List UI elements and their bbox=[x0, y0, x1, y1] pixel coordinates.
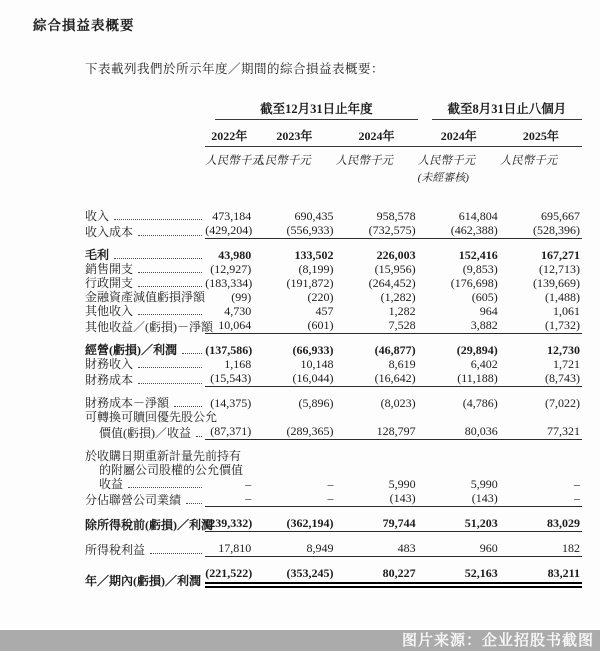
row-label: 財務收入 bbox=[85, 357, 134, 371]
cell-value: (362,194) bbox=[253, 516, 335, 532]
cell-value: 1,721 bbox=[553, 357, 580, 371]
row-label: 可轉換可贖回優先股公允 bbox=[85, 410, 218, 424]
dot-leader bbox=[138, 272, 202, 273]
table-row bbox=[85, 557, 582, 588]
cell-value: 8,949 bbox=[253, 541, 335, 557]
cell-value: 6,402 bbox=[470, 357, 498, 371]
cell-value: – bbox=[245, 477, 252, 491]
cell-value: 5,990 bbox=[470, 477, 498, 491]
column-group-interim-cell bbox=[418, 99, 582, 120]
cell-value: (264,452) bbox=[368, 276, 416, 290]
dot-leader bbox=[174, 406, 202, 407]
row-label: 除所得稅前(虧損)／利潤 bbox=[85, 518, 213, 532]
cell-value: (9,853) bbox=[462, 262, 498, 276]
cell-value: 614,804 bbox=[458, 209, 498, 223]
table-row bbox=[85, 532, 582, 557]
row-label: 行政開支 bbox=[85, 276, 134, 290]
dot-leader bbox=[138, 367, 202, 368]
cell-value: (46,877) bbox=[374, 343, 416, 357]
dot-leader bbox=[138, 235, 202, 236]
cell-value: (1,282) bbox=[380, 290, 416, 304]
table-header bbox=[85, 99, 582, 185]
income-statement-table bbox=[85, 99, 582, 588]
watermark-bar bbox=[0, 630, 600, 651]
row-label: 財務成本 bbox=[85, 373, 134, 387]
cell-value: (462,388) bbox=[418, 223, 500, 239]
table-row bbox=[85, 507, 582, 532]
cell-value: (1,488) bbox=[545, 290, 580, 304]
year-header-2022: 2022年 bbox=[205, 120, 253, 147]
unit-header-row bbox=[85, 147, 582, 168]
cell-value: 457 bbox=[315, 304, 334, 318]
cell-value: 1,061 bbox=[553, 304, 580, 318]
cell-value: 3,882 bbox=[418, 318, 500, 334]
cell-value: 80,227 bbox=[335, 566, 417, 588]
row-label: 年／期內(虧損)／利潤 bbox=[85, 574, 201, 588]
row-label: 毛利 bbox=[85, 248, 110, 262]
cell-value: (87,371) bbox=[205, 424, 253, 440]
table-body bbox=[85, 185, 582, 588]
year-header-2024-interim: 2024年 bbox=[418, 120, 500, 147]
row-label: 銷售開支 bbox=[85, 262, 134, 276]
year-header-2023: 2023年 bbox=[253, 120, 335, 147]
header-spacer-cell bbox=[85, 120, 205, 147]
cell-value: 17,810 bbox=[205, 541, 253, 557]
cell-value: 1,168 bbox=[224, 357, 252, 371]
cell-value: (99) bbox=[231, 290, 252, 304]
cell-value: (429,204) bbox=[205, 223, 253, 237]
header-spacer-cell bbox=[85, 147, 205, 168]
cell-value: 473,184 bbox=[212, 209, 252, 223]
row-label: 經營(虧損)／利潤 bbox=[85, 343, 177, 357]
unit-label: 人民幣千元 bbox=[205, 155, 263, 167]
cell-value: (5,896) bbox=[298, 396, 334, 410]
cell-value: 226,003 bbox=[376, 248, 416, 262]
cell-value: (1,732) bbox=[500, 318, 582, 334]
cell-value: 4,730 bbox=[224, 304, 252, 318]
row-label: 財務成本－淨額 bbox=[85, 396, 170, 410]
row-label: 其他收入 bbox=[85, 304, 134, 318]
cell-value: 77,321 bbox=[500, 424, 582, 440]
column-group-annual-label: 截至12月31日止年度 bbox=[215, 99, 417, 120]
cell-value: (15,956) bbox=[374, 262, 416, 276]
dot-leader bbox=[114, 258, 202, 259]
watermark-text: 图片来源：企业招股书截图 bbox=[401, 632, 594, 649]
table-row bbox=[85, 318, 582, 334]
row-label: 於收購日期重新計量先前持有 bbox=[85, 449, 242, 463]
table-row bbox=[85, 262, 582, 276]
cell-value: (16,044) bbox=[253, 371, 335, 387]
cell-value: (143) bbox=[335, 491, 417, 507]
row-label: 收入成本 bbox=[85, 225, 134, 239]
table-row bbox=[85, 209, 582, 223]
unit-label: 人民幣千元 bbox=[253, 155, 311, 167]
dot-leader bbox=[196, 436, 202, 437]
cell-value: (66,933) bbox=[292, 343, 334, 357]
cell-value: 80,036 bbox=[418, 424, 500, 440]
cell-value: (528,396) bbox=[500, 223, 582, 239]
cell-value: (732,575) bbox=[335, 223, 417, 239]
cell-value: 128,797 bbox=[335, 424, 417, 440]
cell-value: – bbox=[500, 491, 582, 507]
cell-value: 167,271 bbox=[541, 248, 580, 262]
cell-value: (14,375) bbox=[210, 396, 252, 410]
cell-value: (143) bbox=[418, 491, 500, 507]
table-row bbox=[85, 491, 582, 507]
cell-value: 8,619 bbox=[388, 357, 416, 371]
table-row bbox=[85, 276, 582, 290]
cell-value: (15,543) bbox=[205, 371, 253, 387]
table-row bbox=[85, 477, 582, 491]
cell-value: 5,990 bbox=[388, 477, 416, 491]
dot-leader bbox=[186, 503, 202, 504]
header-spacer-cell bbox=[85, 99, 205, 120]
year-header-row bbox=[85, 120, 582, 147]
dot-leader bbox=[138, 314, 202, 315]
cell-value: (8,199) bbox=[298, 262, 334, 276]
cell-value: 52,163 bbox=[418, 566, 500, 588]
cell-value: (221,522) bbox=[205, 566, 253, 588]
table-row bbox=[85, 223, 582, 239]
year-header-2024: 2024年 bbox=[335, 120, 417, 147]
cell-value: 695,667 bbox=[541, 209, 580, 223]
cell-value: 51,203 bbox=[418, 516, 500, 532]
intro-text: 下表載列我們於所示年度／期間的綜合損益表概要： bbox=[85, 62, 385, 76]
year-header-2025: 2025年 bbox=[500, 120, 582, 147]
cell-value: 483 bbox=[335, 541, 417, 557]
table-row bbox=[85, 424, 582, 440]
table-row-label-line bbox=[85, 410, 582, 424]
cell-value: – bbox=[574, 477, 580, 491]
cell-value: 958,578 bbox=[376, 209, 416, 223]
unaudited-note: (未經審核) bbox=[417, 172, 469, 184]
cell-value: (605) bbox=[471, 290, 498, 304]
row-label: 收益 bbox=[99, 477, 124, 491]
cell-value: (12,927) bbox=[210, 262, 252, 276]
cell-value: 43,980 bbox=[218, 248, 252, 262]
row-label: 其他收益／(虧損)－淨額 bbox=[85, 320, 213, 334]
cell-value: (556,933) bbox=[253, 223, 335, 239]
cell-value: (16,642) bbox=[335, 371, 417, 387]
cell-value: (7,022) bbox=[545, 396, 580, 410]
cell-value: 964 bbox=[479, 304, 498, 318]
cell-value: (220) bbox=[307, 290, 334, 304]
row-label: 價值(虧損)／收益 bbox=[99, 426, 191, 440]
row-label: 收入 bbox=[85, 209, 110, 223]
cell-value: 12,730 bbox=[547, 343, 580, 357]
table-row bbox=[85, 357, 582, 371]
table-row bbox=[85, 334, 582, 357]
note-header-row bbox=[85, 168, 582, 185]
cell-value: 133,502 bbox=[294, 248, 334, 262]
cell-value: 10,064 bbox=[205, 318, 253, 334]
unit-label: 人民幣千元 bbox=[417, 155, 476, 167]
row-label: 金融資產減值虧損淨額 bbox=[85, 290, 206, 304]
dot-leader bbox=[138, 286, 202, 287]
dot-leader bbox=[182, 353, 202, 354]
cell-value: (289,365) bbox=[253, 424, 335, 440]
column-group-row bbox=[85, 99, 582, 120]
cell-value: 182 bbox=[500, 541, 582, 557]
cell-value: 83,211 bbox=[500, 566, 582, 588]
row-label: 所得稅利益 bbox=[85, 543, 146, 557]
unit-label: 人民幣千元 bbox=[335, 155, 393, 167]
cell-value: (139,669) bbox=[533, 276, 580, 290]
cell-value: (183,334) bbox=[205, 276, 253, 290]
unit-label: 人民幣千元 bbox=[499, 155, 558, 167]
cell-value: 152,416 bbox=[458, 248, 498, 262]
table-row bbox=[85, 387, 582, 410]
cell-value: (11,188) bbox=[418, 371, 500, 387]
column-group-interim-label: 截至8月31日止八個月 bbox=[432, 99, 582, 120]
cell-value: 7,528 bbox=[335, 318, 417, 334]
cell-value: (239,332) bbox=[205, 516, 253, 530]
table-row bbox=[85, 371, 582, 387]
cell-value: (4,786) bbox=[462, 396, 498, 410]
cell-value: 960 bbox=[418, 541, 500, 557]
table-row-label-line bbox=[85, 463, 582, 477]
page-title: 綜合損益表概要 bbox=[33, 18, 135, 33]
cell-value: – bbox=[205, 491, 253, 507]
dot-leader bbox=[138, 383, 202, 384]
row-label: 的附屬公司股權的公允價值 bbox=[99, 463, 244, 477]
cell-value: (137,586) bbox=[205, 343, 253, 357]
cell-value: 83,029 bbox=[500, 516, 582, 532]
table-row bbox=[85, 304, 582, 318]
cell-value: 10,148 bbox=[300, 357, 334, 371]
cell-value: (191,872) bbox=[286, 276, 334, 290]
cell-value: (12,713) bbox=[539, 262, 580, 276]
cell-value: 690,435 bbox=[294, 209, 334, 223]
cell-value: (8,743) bbox=[500, 371, 582, 387]
cell-value: – bbox=[253, 491, 335, 507]
column-group-annual-cell bbox=[205, 99, 417, 120]
row-label: 分佔聯營公司業績 bbox=[85, 493, 182, 507]
dot-leader bbox=[150, 553, 202, 554]
cell-value: (8,023) bbox=[380, 396, 416, 410]
cell-value: 1,282 bbox=[388, 304, 416, 318]
cell-value: – bbox=[327, 477, 334, 491]
table-row-label-line bbox=[85, 440, 582, 463]
cell-value: (601) bbox=[253, 318, 335, 334]
table-row bbox=[85, 239, 582, 262]
table-row bbox=[85, 290, 582, 304]
cell-value: (29,894) bbox=[456, 343, 498, 357]
header-body-spacer bbox=[85, 185, 582, 209]
cell-value: (353,245) bbox=[253, 566, 335, 588]
cell-value: 79,744 bbox=[335, 516, 417, 532]
dot-leader bbox=[114, 219, 202, 220]
cell-value: (176,698) bbox=[450, 276, 498, 290]
dot-leader bbox=[128, 487, 202, 488]
